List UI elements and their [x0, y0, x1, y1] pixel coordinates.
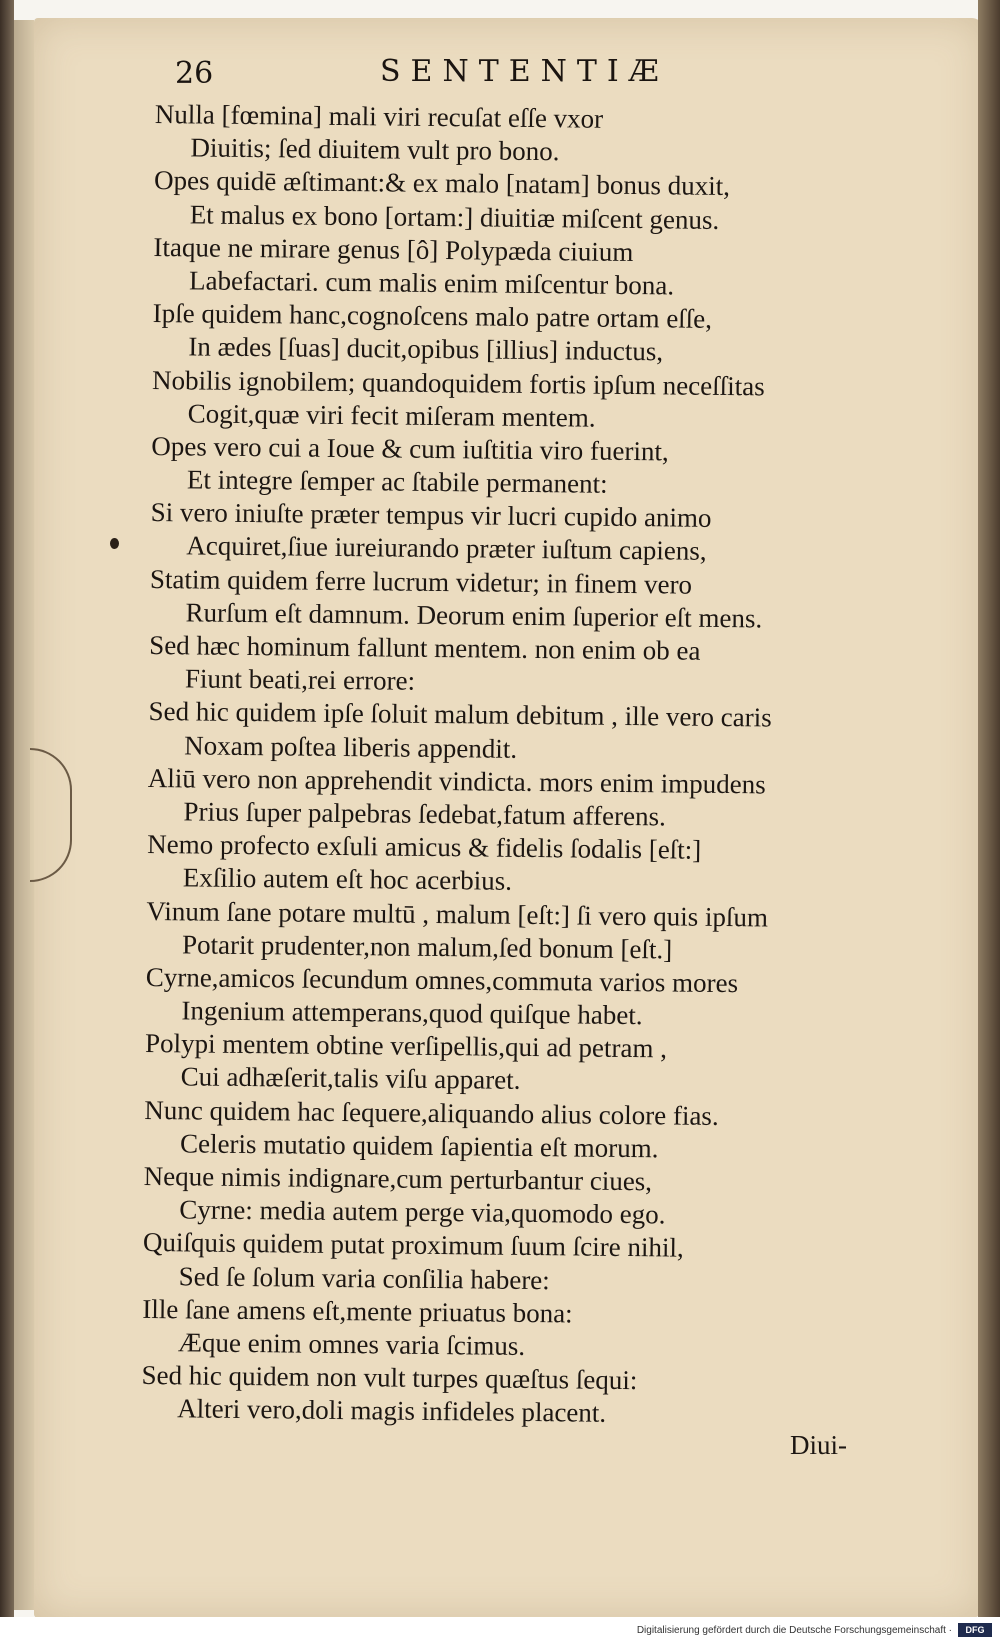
- verse-line: Et integre ſemper ac ſtabile permanent:: [186, 464, 608, 499]
- verse-line: Labefactari. cum malis enim miſcentur bona.: [188, 265, 675, 301]
- page-clip: [30, 748, 72, 882]
- verse-line: Diuitis; ſed diuitem vult pro bono.: [190, 132, 560, 167]
- verse-line: Vinum ſane potare multū , malum [eſt:] ſi vero quis ipſum: [146, 895, 769, 932]
- verse-line: Æque enim omnes varia ſcimus.: [177, 1327, 526, 1361]
- verse-line: Ipſe quidem hanc,cognoſcens malo patre ortam eſſe,: [152, 298, 713, 334]
- verse-line: Polypi mentem obtine verſipellis,qui ad petram ,: [144, 1028, 668, 1064]
- verse-line: Opes quidē æſtimant:& ex malo [natam] bonus duxit,: [153, 165, 731, 202]
- verse-line: Sed ſe ſolum varia conſilia habere:: [178, 1260, 550, 1295]
- verse-line: Rurſum eſt damnum. Deorum enim ſuperior eſt mens.: [185, 597, 763, 634]
- funding-note: Digitalisierung gefördert durch die Deutsche Forschungsgemeinschaft ·: [636, 1625, 952, 1636]
- verse-line: Ille ſane amens eſt,mente priuatus bona:: [142, 1293, 573, 1329]
- verse-line: Neque nimis indignare,cum perturbantur ciues,: [143, 1160, 653, 1197]
- book-spine-edge: [0, 0, 14, 1641]
- verse-line: Cui adhæſerit,talis viſu apparet.: [180, 1061, 521, 1096]
- verse-line: Cyrne,amicos ſecundum omnes,commuta varios mores: [145, 961, 739, 999]
- verse-line: Nemo profecto exſuli amicus & fidelis ſodalis [eſt:]: [147, 829, 702, 865]
- verse-line: Cogit,quæ viri fecit miſeram mentem.: [187, 398, 596, 433]
- verse-line: Quiſquis quidem putat proximum ſuum ſcire nihil,: [142, 1227, 684, 1263]
- running-title: SENTENTIÆ: [380, 54, 669, 89]
- verse-line: Nunc quidem hac ſequere,aliquando alius colore fias.: [144, 1094, 719, 1131]
- verse-line: Nulla [fœmina] mali viri recuſat eſſe vxor: [154, 98, 604, 134]
- book-fore-edge: [978, 0, 1000, 1641]
- verse-line: In ædes [ſuas] ducit,opibus [illius] inductus,: [188, 331, 664, 367]
- running-head: [135, 50, 755, 100]
- verse-line: Alteri vero,doli magis infideles placent.: [177, 1393, 607, 1429]
- verse-line: Sed hic quidem non vult turpes quæſtus ſequi:: [141, 1360, 638, 1396]
- verse-line: Aliū vero non apprehendit vindicta. mors enim impudens: [147, 762, 766, 800]
- verse-line: Exſilio autem eſt hoc acerbius.: [182, 862, 513, 897]
- verse-line: Et malus ex bono [ortam:] diuitiæ miſcent genus.: [189, 198, 720, 235]
- verse-line: Fiunt beati,rei errore:: [184, 663, 416, 696]
- catchword: Diui-: [790, 1430, 847, 1460]
- verse-line: Ingenium attemperans,quod quiſque habet.: [181, 995, 643, 1031]
- verse-line: Potarit prudenter,non malum,ſed bonum [eſt.]: [181, 929, 673, 965]
- verse-line: Cyrne: media autem perge via,quomodo ego.: [179, 1194, 666, 1230]
- verse-line: Itaque ne mirare genus [ô] Polypæda ciuium: [153, 231, 634, 267]
- verse-line: Noxam poſtea liberis appendit.: [184, 729, 518, 764]
- verse-line: Sed hic quidem ipſe ſoluit malum debitum , ille vero caris: [148, 696, 772, 733]
- verse-line: Prius ſuper palpebras ſedebat,fatum afferens.: [183, 796, 666, 832]
- dfg-logo: DFG: [958, 1623, 992, 1637]
- verse-line: Nobilis ignobilem; quandoquidem fortis ipſum neceſſitas: [151, 364, 765, 401]
- page-number: 26: [175, 56, 214, 91]
- digitization-footer: [0, 1617, 1000, 1641]
- verse-line: Si vero iniuſte præter tempus vir lucri cupido animo: [150, 497, 712, 534]
- verse-line: Celeris mutatio quidem ſapientia eſt morum.: [179, 1128, 659, 1164]
- verse-line: Acquiret,ſiue iureiurando præter iuſtum capiens,: [186, 530, 707, 567]
- verse-text-block: [141, 98, 915, 1433]
- verse-line: Sed hæc hominum fallunt mentem. non enim ob ea: [149, 629, 701, 666]
- verse-line: Statim quidem ferre lucrum videtur; in finem vero: [149, 563, 693, 600]
- verse-line: Opes vero cui a Ioue & cum iuſtitia viro fuerint,: [151, 430, 669, 467]
- ink-blot: [110, 538, 119, 549]
